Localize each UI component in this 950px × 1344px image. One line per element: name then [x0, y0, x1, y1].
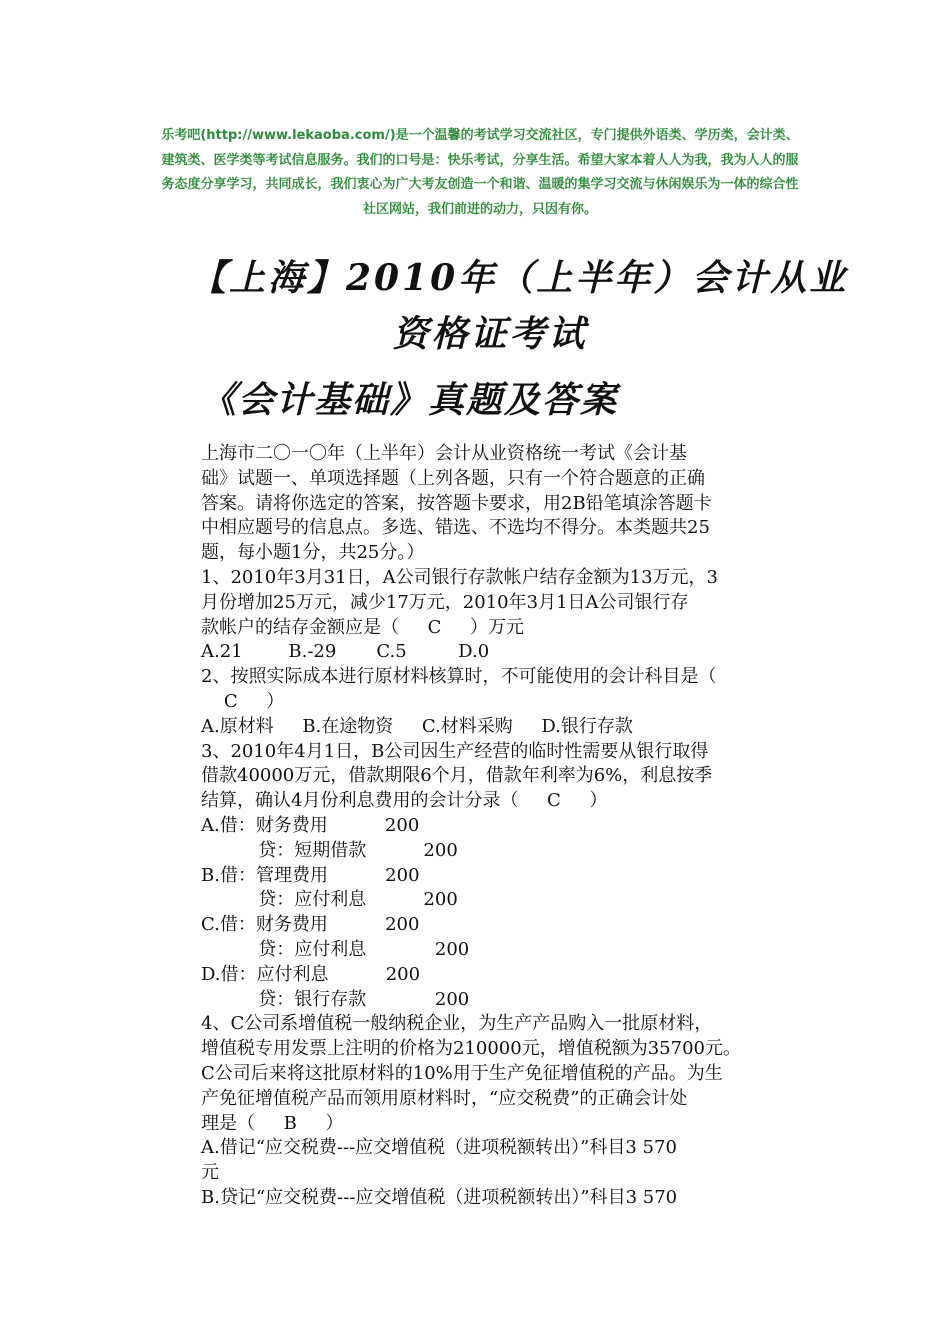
question-3-line: 3、2010年4月1日，B公司因生产经营的临时性需要从银行取得: [201, 740, 709, 762]
question-3-option: 贷：应付利息 200: [201, 938, 470, 960]
question-4-line: 产免征增值税产品而领用原材料时，“应交税费”的正确会计处: [201, 1087, 688, 1109]
body-line: 答案。请将你选定的答案，按答题卡要求，用2B铅笔填涂答题卡: [201, 492, 712, 514]
body-line: 上海市二〇一〇年（上半年）会计从业资格统一考试《会计基: [201, 443, 687, 464]
question-3-option: B.借：管理费用 200: [201, 864, 420, 886]
question-3-option: C.借：财务费用 200: [201, 914, 420, 936]
question-3-option: A.借：财务费用 200: [201, 814, 420, 836]
question-1-line: 款帐户的结存金额应是（ C ）万元: [201, 616, 524, 638]
document-subtitle: 《会计基础》真题及答案: [200, 379, 619, 421]
question-3-option: D.借：应付利息 200: [201, 963, 421, 985]
question-1-line: 月份增加25万元，减少17万元，2010年3月1日A公司银行存: [201, 591, 689, 613]
question-2-line: C ）: [201, 690, 285, 712]
body-line: 题，每小题1分，共25分。）: [201, 542, 425, 564]
question-4-line: 理是（ B ）: [201, 1112, 344, 1134]
body-line: 中相应题号的信息点。多选、错选、不选均不得分。本类题共25: [201, 517, 710, 539]
question-1-line: 1、2010年3月31日，A公司银行存款帐户结存金额为13万元，3: [201, 566, 718, 588]
question-1-options: A.21 B.-29 C.5 D.0: [201, 641, 490, 663]
document-body: [201, 442, 811, 1211]
question-2-options: A.原材料 B.在途物资 C.材料采购 D.银行存款: [201, 715, 633, 737]
question-3-option: 贷：应付利息 200: [201, 889, 458, 911]
question-3-option: 贷：短期借款 200: [201, 839, 458, 861]
question-4-option: 元: [201, 1162, 219, 1184]
question-3-line: 结算，确认4月份利息费用的会计分录（ C ）: [201, 790, 608, 812]
question-3-line: 借款40000万元，借款期限6个月，借款年利率为6%，利息按季: [201, 765, 713, 787]
site-header-notice: 乐考吧(http://www.lekaoba.com/)是一个温馨的考试学习交流社区，专门提供外语类、学历类，会计类、建筑类、医学类等考试信息服务。我们的口号是：快乐考试，分享生活。希望大家本着人人为我，我为人人的服务态度分享学习，共同成长，我们衷心为广大考友创造一个和谐、温暖的集学习交流与休闲娱乐为一体的综合性社区网站，我们前进的动力，只因有你。: [161, 128, 799, 217]
question-4-line: C公司后来将这批原材料的10%用于生产免征增值税的产品。为生: [201, 1062, 723, 1084]
question-3-option: 贷：银行存款 200: [201, 988, 470, 1010]
question-2-line: 2、按照实际成本进行原材料核算时，不可能使用的会计科目是（: [201, 666, 717, 688]
question-4-option: B.贷记“应交税费---应交增值税（进项税额转出）”科目3 570: [201, 1186, 678, 1208]
body-line: 础》试题一、单项选择题（上列各题，只有一个符合题意的正确: [201, 467, 705, 489]
question-4-line: 4、C公司系增值税一般纳税企业，为生产产品购入一批原材料，: [201, 1013, 713, 1035]
question-4-line: 增值税专用发票上注明的价格为210000元，增值税额为35700元。: [201, 1038, 741, 1060]
document-title-line-2: 资格证考试: [392, 313, 588, 355]
question-4-option: A.借记“应交税费---应交增值税（进项税额转出）”科目3 570: [201, 1137, 677, 1159]
document-title-line-1: 【上海】2010年（上半年）会计从业: [190, 257, 849, 299]
